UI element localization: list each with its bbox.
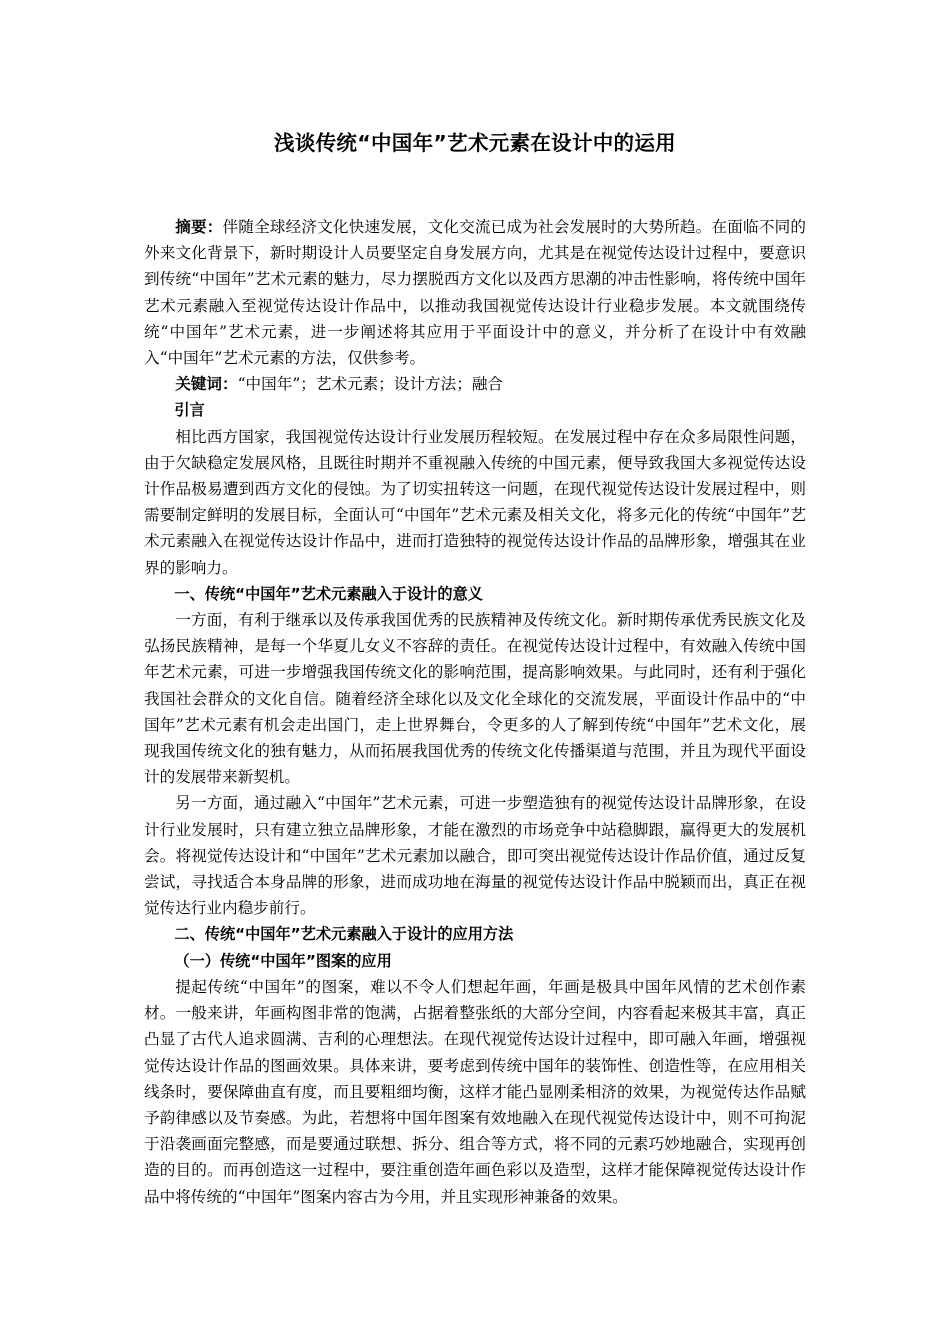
abstract-label: 摘要： (175, 218, 223, 236)
section1-paragraph-1: 一方面，有利于继承以及传承我国优秀的民族精神及传统文化。新时期传承优秀民族文化及弘扬民族精神，是每一个华夏儿女义不容辞的责任。在视觉传达设计过程中，有效融入传统中国年艺术元素，可进一步增强我国传统文化的影响范围，提高影响效果。与此同时，还有利于强化我国社会群众的文化自信。随着经济全球化以及文化全球化的交流发展，平面设计作品中的“中国年”艺术元素有机会走出国门，走上世界舞台，令更多的人了解到传统“中国年”艺术文化，展现我国传统文化的独有魅力，从而拓展我国优秀的传统文化传播渠道与范围，并且为现代平面设计的发展带来新契机。 (144, 611, 806, 787)
intro-paragraph: 相比西方国家，我国视觉传达设计行业发展历程较短。在发展过程中存在众多局限性问题，由于欠缺稳定发展风格，且既往时期并不重视融入传统的中国元素，便导致我国大多视觉传达设计作品极易遭到西方文化的侵蚀。为了切实扭转这一问题，在现代视觉传达设计发展过程中，则需要制定鲜明的发展目标，全面认可“中国年”艺术元素及相关文化，将多元化的传统“中国年”艺术元素融入在视觉传达设计作品中，进而打造独特的视觉传达设计作品的品牌形象，增强其在业界的影响力。 (144, 427, 806, 577)
abstract-paragraph (144, 214, 806, 371)
document-body (144, 214, 806, 1210)
section2-paragraph-1: 提起传统“中国年”的图案，难以不令人们想起年画，年画是极具中国年风情的艺术创作素材。一般来讲，年画构图非常的饱满，占据着整张纸的大部分空间，内容看起来极其丰富，真正凸显了古代人追求圆满、吉利的心理想法。在现代视觉传达设计过程中，即可融入年画，增强视觉传达设计作品的图画效果。具体来讲，要考虑到传统中国年的装饰性、创造性等，在应用相关线条时，要保障曲直有度，而且要粗细均衡，这样才能凸显刚柔相济的效果，为视觉传达作品赋予韵律感以及节奏感。为此，若想将中国年图案有效地融入在现代视觉传达设计中，则不可拘泥于沿袭画面完整感，而是要通过联想、拆分、组合等方式，将不同的元素巧妙地融合，实现再创造的目的。而再创造这一过程中，要注重创造年画色彩以及造型，这样才能保障视觉传达设计作品中将传统的“中国年”图案内容古为今用，并且实现形神兼备的效果。 (144, 977, 806, 1206)
keywords-paragraph (144, 371, 806, 397)
keywords-text: “中国年”；艺术元素；设计方法；融合 (237, 375, 504, 394)
section2-heading: 二、传统“中国年”艺术元素融入于设计的应用方法 (174, 925, 514, 944)
section1-heading: 一、传统“中国年”艺术元素融入于设计的意义 (174, 584, 483, 603)
section2-subheading: （一）传统“中国年”图案的应用 (174, 951, 392, 970)
abstract-text: 伴随全球经济文化快速发展，文化交流已成为社会发展时的大势所趋。在面临不同的外来文化背景下，新时期设计人员要坚定自身发展方向，尤其是在视觉传达设计过程中，要意识到传统“中国年”艺术元素的魅力，尽力摆脱西方文化以及西方思潮的冲击性影响，将传统中国年艺术元素融入至视觉传达设计作品中，以推动我国视觉传达设计行业稳步发展。本文就围绕传统“中国年”艺术元素，进一步阐述将其应用于平面设计中的意义，并分析了在设计中有效融入“中国年”艺术元素的方法，仅供参考。 (144, 218, 806, 368)
document-title: 浅谈传统“中国年”艺术元素在设计中的运用 (274, 131, 676, 155)
intro-heading: 引言 (174, 401, 205, 420)
section1-paragraph-2: 另一方面，通过融入“中国年”艺术元素，可进一步塑造独有的视觉传达设计品牌形象，在设计行业发展时，只有建立独立品牌形象，才能在激烈的市场竞争中站稳脚跟，赢得更大的发展机会。将视觉传达设计和“中国年”艺术元素加以融合，即可突出视觉传达设计作品价值，通过反复尝试，寻找适合本身品牌的形象，进而成功地在海量的视觉传达设计作品中脱颖而出，真正在视觉传达行业内稳步前行。 (144, 794, 806, 918)
keywords-label: 关键词： (175, 375, 238, 394)
